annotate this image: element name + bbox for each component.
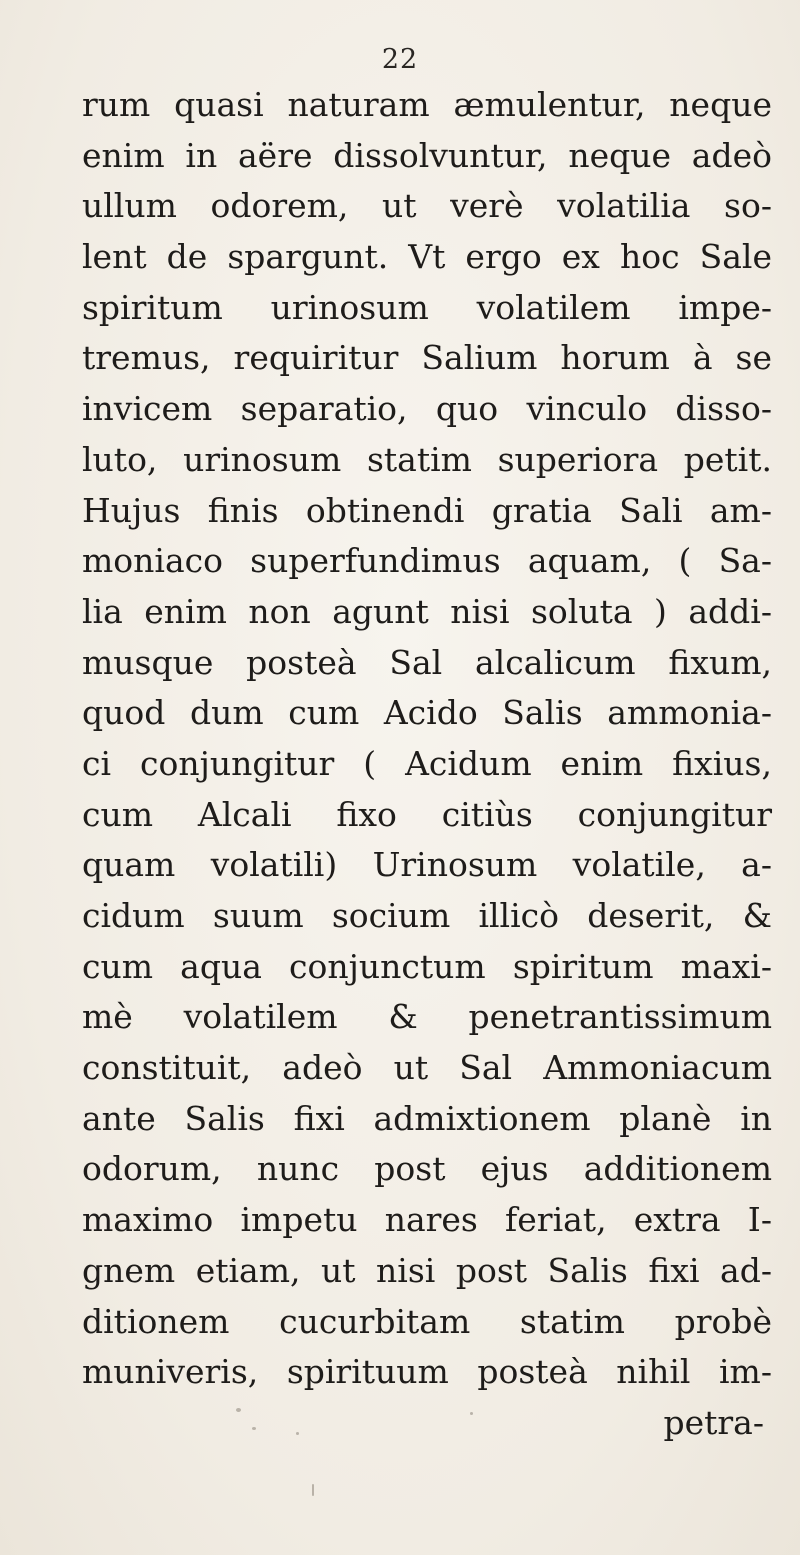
text-line: ante Salis fixi admixtionem planè in bbox=[82, 1098, 772, 1138]
text-line: rum quasi naturam æmulentur, neque bbox=[82, 85, 772, 124]
text-line: gnem etiam, ut nisi post Salis fixi ad- bbox=[82, 1250, 772, 1290]
text-line: quam volatili) Urinosum volatile, a- bbox=[82, 845, 772, 885]
text-line: muniveris, spirituum posteà nihil im- bbox=[82, 1352, 772, 1392]
text-line: moniaco superfundimus aquam, ( Sa- bbox=[82, 541, 772, 581]
paper-speck bbox=[470, 1412, 473, 1415]
paper-speck bbox=[236, 1408, 241, 1412]
text-line: invicem separatio, quo vinculo disso- bbox=[82, 389, 772, 429]
text-line: ullum odorem, ut verè volatilia so- bbox=[82, 186, 772, 226]
paper-speck bbox=[312, 1484, 314, 1496]
paper-speck bbox=[252, 1427, 256, 1430]
text-line: tremus, requiritur Salium horum à se bbox=[82, 338, 772, 378]
text-line: spiritum urinosum volatilem impe- bbox=[82, 287, 772, 327]
text-line: Hujus finis obtinendi gratia Sali am- bbox=[82, 490, 772, 530]
text-line: cidum suum socium illicò deserit, & bbox=[82, 896, 772, 935]
text-line: enim in aëre dissolvuntur, neque adeò bbox=[82, 135, 772, 175]
text-line: luto, urinosum statim superiora petit. bbox=[82, 439, 772, 479]
body-text bbox=[82, 80, 772, 1449]
text-line: constituit, adeò ut Sal Ammoniacum bbox=[82, 1048, 772, 1088]
text-line: mè volatilem & penetrantissimum bbox=[82, 997, 772, 1037]
catchword: petra- bbox=[663, 1402, 764, 1442]
text-line: musque posteà Sal alcalicum fixum, bbox=[82, 642, 772, 682]
text-line: cum Alcali fixo citiùs conjungitur bbox=[82, 794, 772, 834]
text-line: cum aqua conjunctum spiritum maxi- bbox=[82, 946, 772, 986]
text-line: lia enim non agunt nisi soluta ) addi- bbox=[82, 591, 772, 631]
page-number: 22 bbox=[381, 44, 419, 75]
text-line: ci conjungitur ( Acidum enim fixius, bbox=[82, 743, 772, 783]
text-line: maximo impetu nares feriat, extra I- bbox=[82, 1200, 772, 1240]
text-line: odorum, nunc post ejus additionem bbox=[82, 1149, 772, 1189]
text-line: lent de spargunt. Vt ergo ex hoc Sale bbox=[82, 237, 772, 277]
text-line: ditionem cucurbitam statim probè bbox=[82, 1301, 772, 1341]
text-line: quod dum cum Acido Salis ammonia- bbox=[82, 693, 772, 733]
paper-speck bbox=[296, 1432, 299, 1435]
